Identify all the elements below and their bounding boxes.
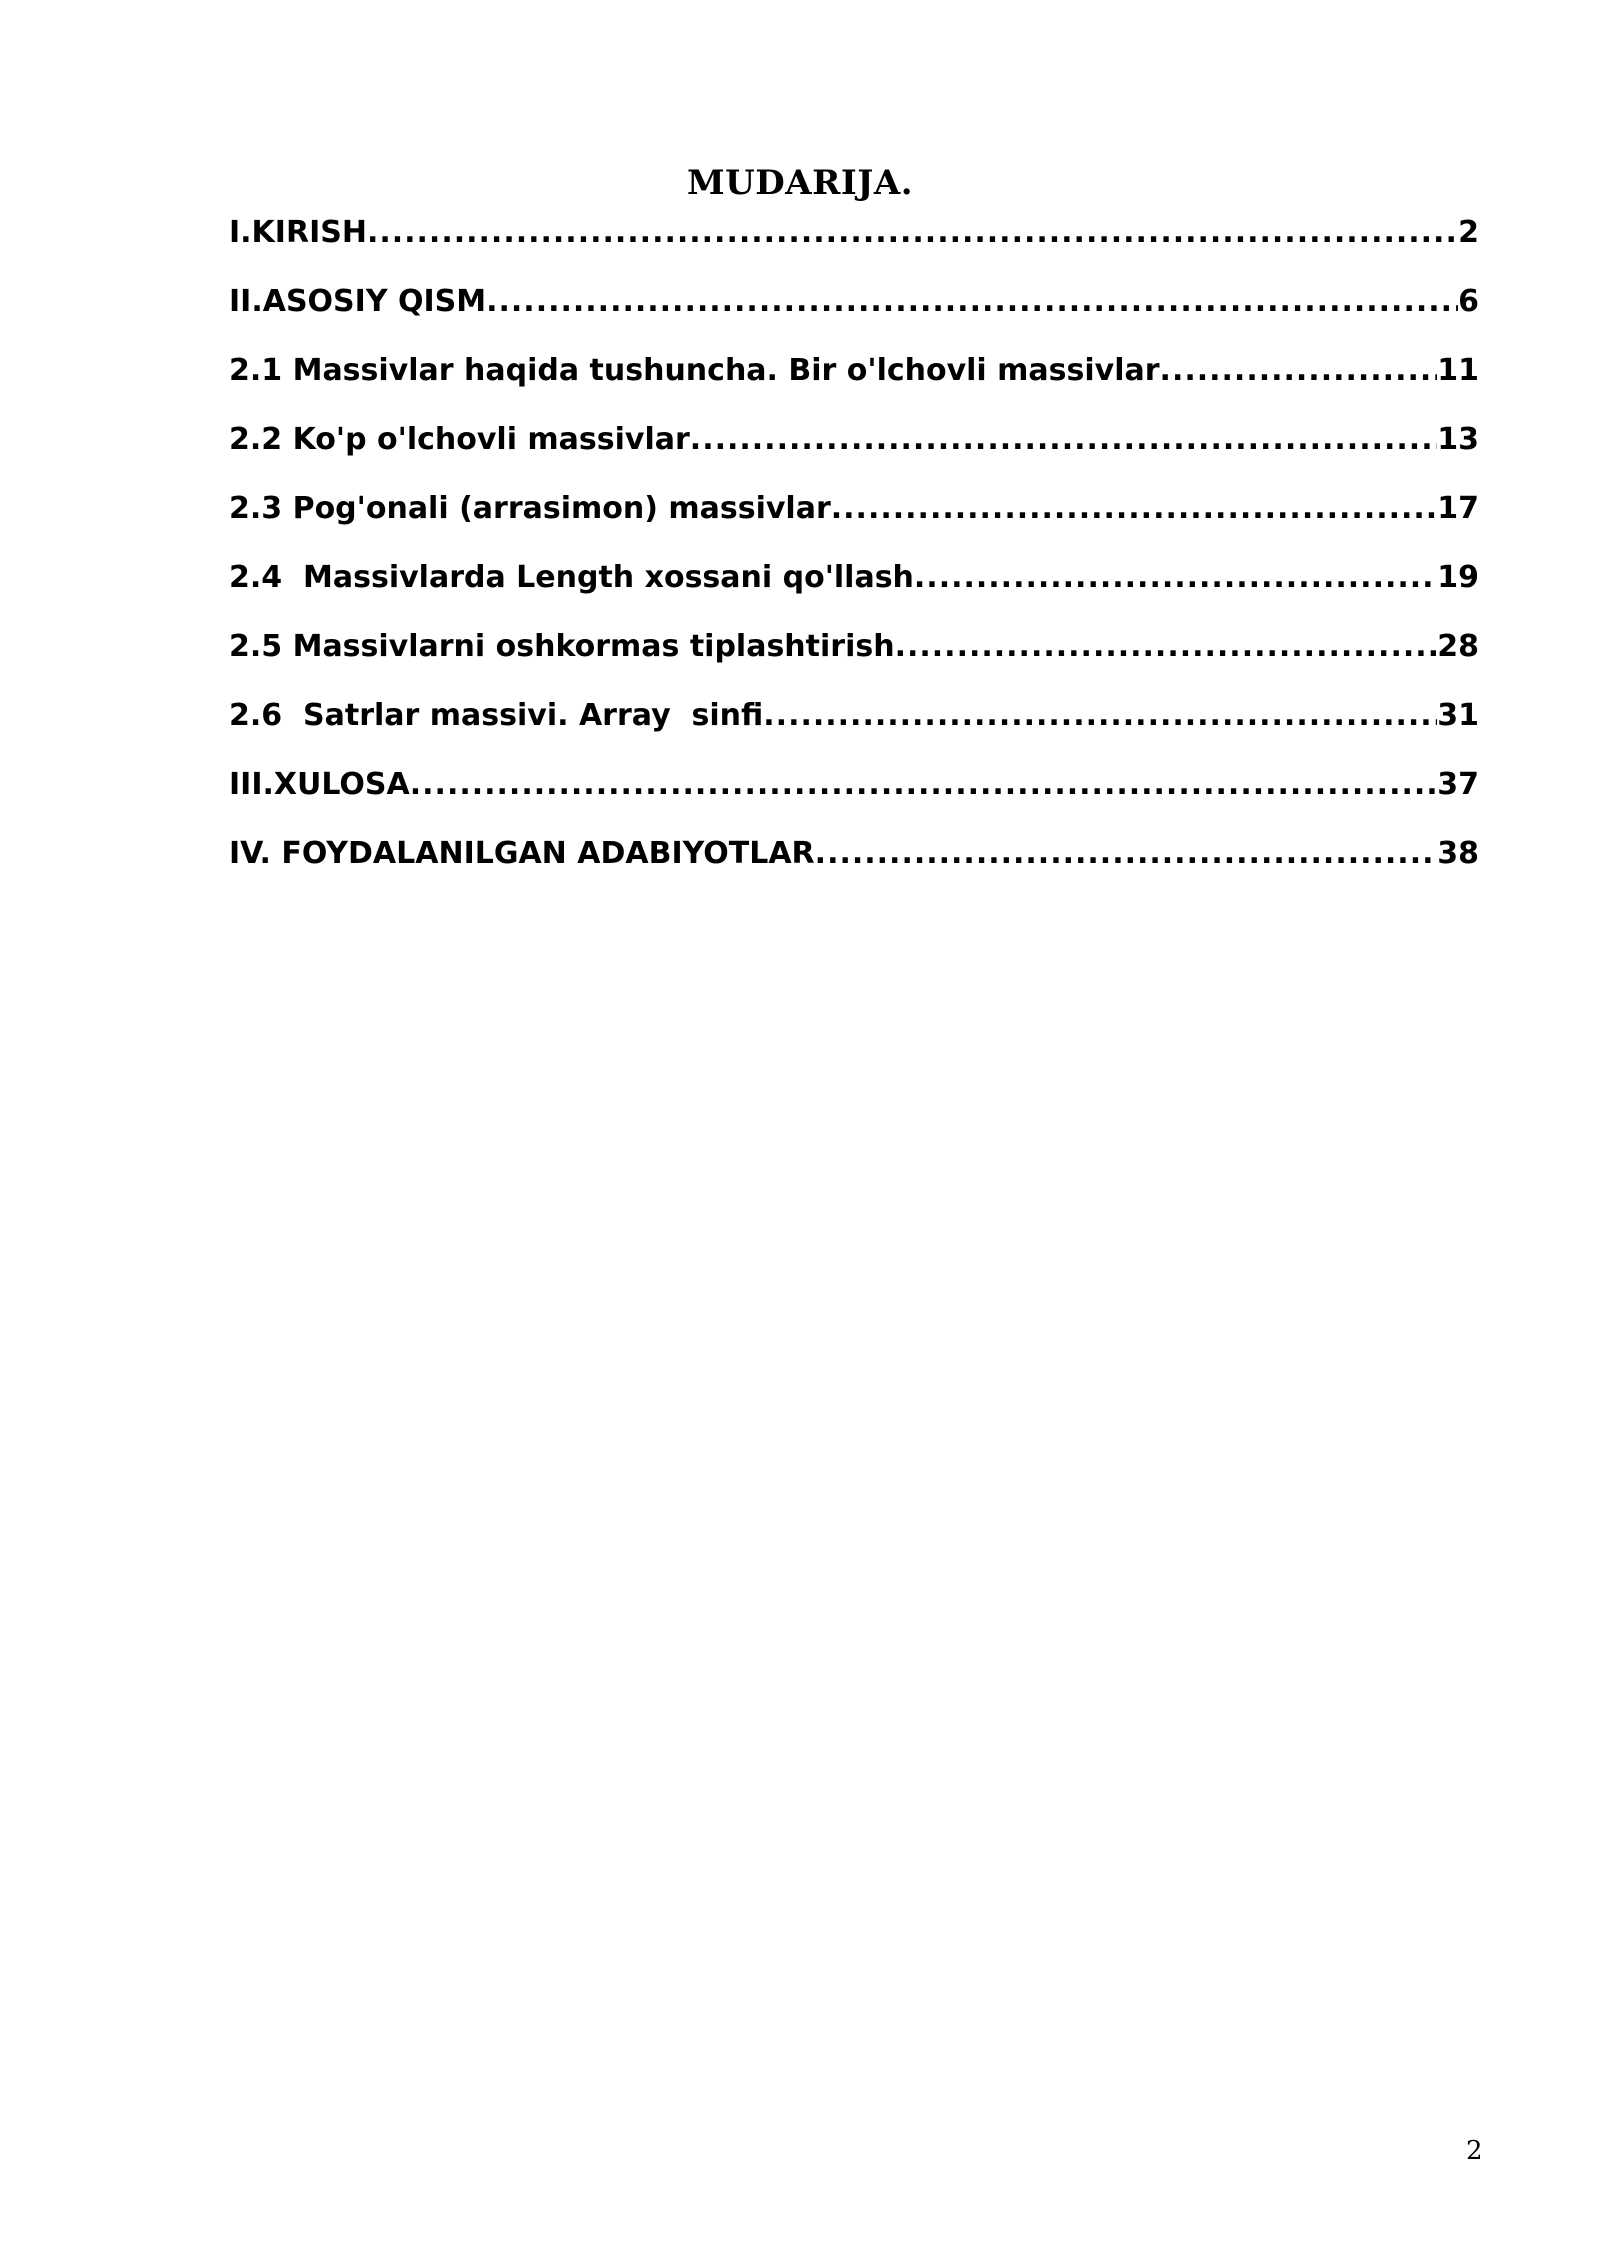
toc-entry[interactable] <box>229 698 1479 767</box>
toc-entry-label: II.ASOSIY QISM <box>229 284 487 319</box>
page-number: 2 <box>1466 2136 1483 2166</box>
toc-entry-page: 37 <box>1437 767 1479 802</box>
table-of-contents <box>229 215 1479 905</box>
toc-entry-page: 28 <box>1437 629 1479 664</box>
toc-entry-label: 2.4 Massivlarda Length xossani qo'llash <box>229 560 914 595</box>
toc-entry-page: 19 <box>1437 560 1479 595</box>
toc-entry[interactable] <box>229 422 1479 491</box>
toc-entry[interactable] <box>229 629 1479 698</box>
toc-dot-leader <box>895 629 1438 664</box>
toc-entry-label: 2.6 Satrlar massivi. Array sinfi <box>229 698 764 733</box>
toc-entry-page: 13 <box>1437 422 1479 457</box>
toc-entry[interactable] <box>229 284 1479 353</box>
toc-entry-label: 2.3 Pog'onali (arrasimon) massivlar <box>229 491 831 526</box>
toc-entry[interactable] <box>229 767 1479 836</box>
toc-entry[interactable] <box>229 836 1479 905</box>
toc-entry-label: 2.5 Massivlarni oshkormas tiplashtirish <box>229 629 895 664</box>
toc-dot-leader <box>914 560 1437 595</box>
toc-dot-leader <box>815 836 1438 871</box>
toc-dot-leader <box>763 698 1437 733</box>
toc-entry[interactable] <box>229 560 1479 629</box>
toc-entry[interactable] <box>229 353 1479 422</box>
toc-dot-leader <box>410 767 1438 802</box>
toc-entry-label: IV. FOYDALANILGAN ADABIYOTLAR <box>229 836 815 871</box>
toc-title: MUDARIJA. <box>686 163 914 203</box>
toc-entry[interactable] <box>229 491 1479 560</box>
toc-entry-label: III.XULOSA <box>229 767 410 802</box>
toc-dot-leader <box>1160 353 1438 388</box>
toc-entry-page: 2 <box>1458 215 1479 250</box>
toc-entry-page: 11 <box>1437 353 1479 388</box>
toc-dot-leader <box>831 491 1437 526</box>
toc-entry[interactable] <box>229 215 1479 284</box>
toc-entry-label: I.KIRISH <box>229 215 367 250</box>
toc-dot-leader <box>367 215 1458 250</box>
toc-entry-page: 6 <box>1458 284 1479 319</box>
toc-dot-leader <box>486 284 1458 319</box>
toc-entry-page: 38 <box>1437 836 1479 871</box>
toc-entry-page: 31 <box>1437 698 1479 733</box>
toc-dot-leader <box>690 422 1437 457</box>
toc-entry-label: 2.2 Ko'p o'lchovli massivlar <box>229 422 690 457</box>
toc-entry-label: 2.1 Massivlar haqida tushuncha. Bir o'lchovli massivlar <box>229 353 1160 388</box>
toc-entry-page: 17 <box>1437 491 1479 526</box>
